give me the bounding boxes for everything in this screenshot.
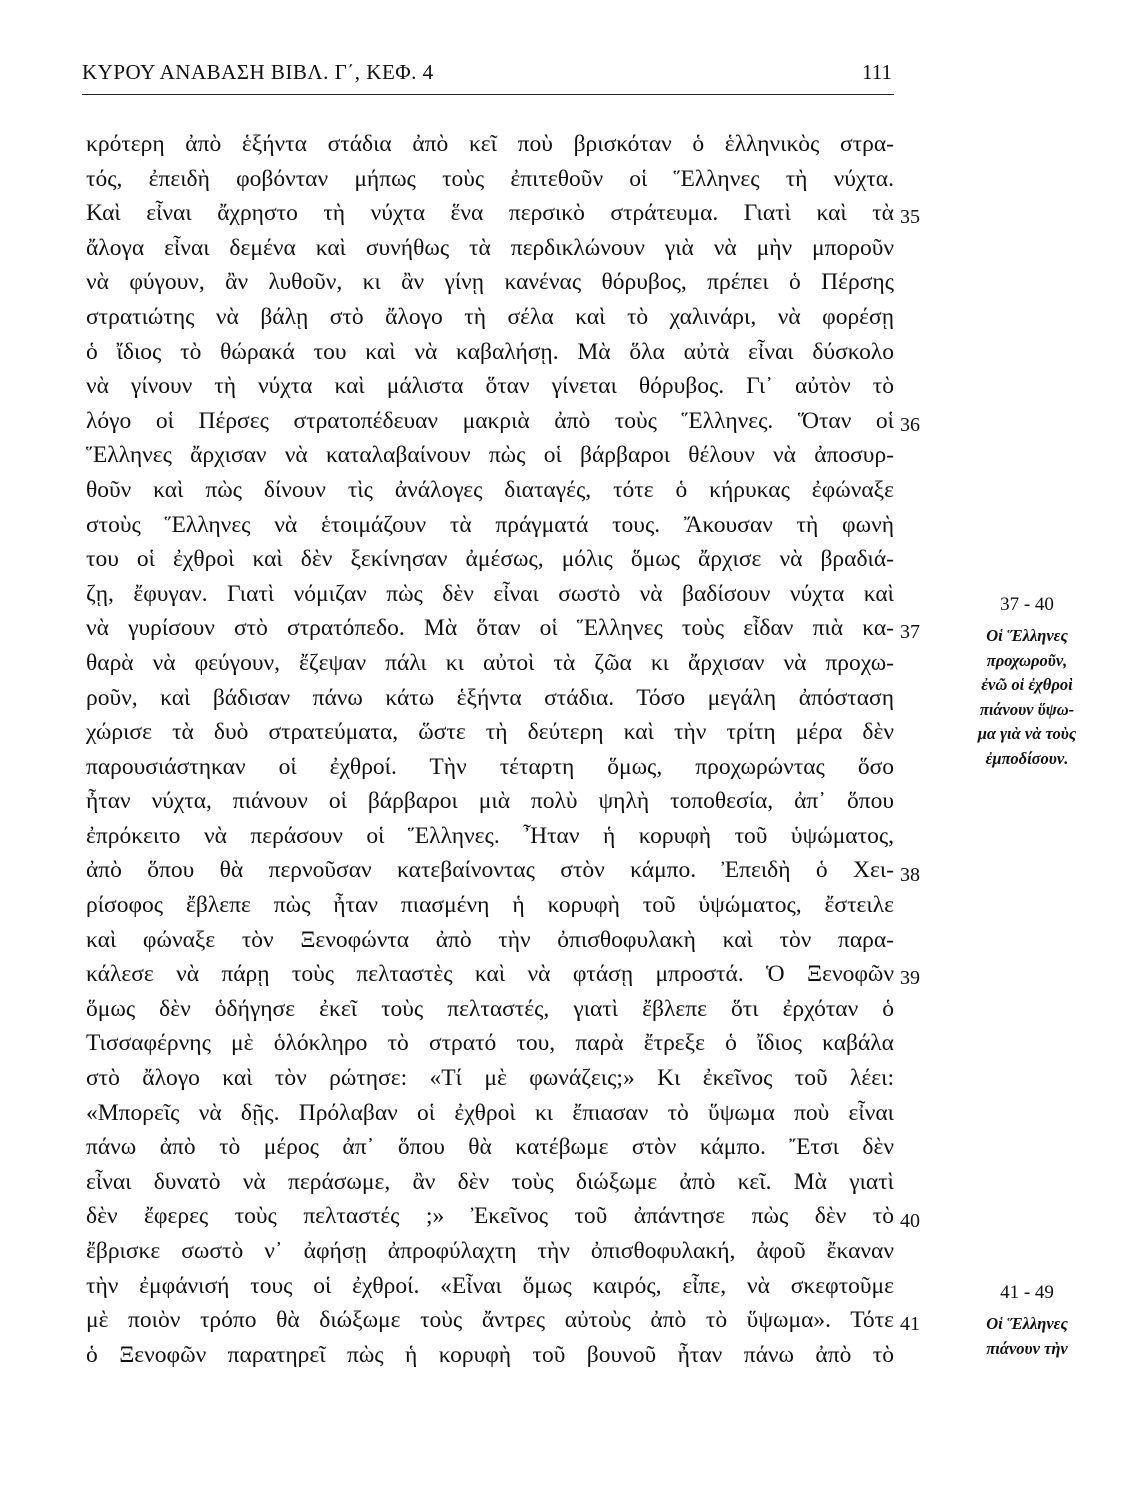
- text-line: νὰ φύγουν, ἂν λυθοῦν, κι ἂν γίνῃ κανένας θόρυβος, πρέπει ὁ Πέρσης: [86, 269, 894, 296]
- text-line: Ἕλληνες ἄρχισαν νὰ καταλαβαίνουν πὼς οἱ βάρβαροι θέλουν νὰ ἀποσυρ-: [86, 442, 894, 469]
- text-line: ὁ ἴδιος τὸ θώρακά του καὶ νὰ καβαλήσῃ. Μὰ ὅλα αὐτὰ εἶναι δύσκολο: [86, 338, 894, 365]
- text-line: του οἱ ἐχθροὶ καὶ δὲν ξεκίνησαν ἀμέσως, μόλις ὅμως ἄρχισε νὰ βραδιά-: [86, 546, 894, 573]
- text-line: μὲ ποιὸν τρόπο θὰ διώξωμε τοὺς ἄντρες αὐτοὺς ἀπὸ τὸ ὕψωμα». Τότε: [86, 1307, 894, 1334]
- text-line: δὲν ἔφερες τοὺς πελταστές ;» Ἐκεῖνος τοῦ ἀπάντησε πὼς δὲν τὸ: [86, 1203, 894, 1230]
- text-line: Καὶ εἶναι ἄχρηστο τὴ νύχτα ἕνα περσικὸ στράτευμα. Γιατὶ καὶ τὰ: [86, 200, 894, 227]
- margin-note-line: πιάνουν τὴν: [986, 1338, 1068, 1358]
- header-rule: [82, 94, 894, 95]
- text-line: χώρισε τὰ δυὸ στρατεύματα, ὥστε τὴ δεύτερη καὶ τὴν τρίτη μέρα δὲν: [86, 719, 894, 746]
- running-header: [82, 60, 892, 94]
- margin-note-line: προχωροῦν,: [986, 650, 1068, 670]
- section-number: 40: [900, 1209, 920, 1232]
- text-line: εἶναι δυνατὸ νὰ περάσωμε, ἂν δὲν τοὺς διώξωμε ἀπὸ κεῖ. Μὰ γιατὶ: [86, 1168, 894, 1195]
- margin-note-range: 37 - 40: [1000, 594, 1054, 615]
- text-line: ροῦν, καὶ βάδισαν πάνω κάτω ἑξήντα στάδια. Τόσο μεγάλη ἀπόσταση: [86, 684, 894, 711]
- text-line: λόγο οἱ Πέρσες στρατοπέδευαν μακριὰ ἀπὸ τοὺς Ἕλληνες. Ὅταν οἱ: [86, 407, 894, 434]
- text-line: στρατιώτης νὰ βάλῃ στὸ ἄλογο τὴ σέλα καὶ τὸ χαλινάρι, νὰ φορέσῃ: [86, 303, 894, 330]
- text-line: Τισσαφέρνης μὲ ὁλόκληρο τὸ στρατό του, παρὰ ἔτρεξε ὁ ἴδιος καβάλα: [86, 1030, 894, 1057]
- text-line: ἀπὸ ὅπου θὰ περνοῦσαν κατεβαίνοντας στὸν κάμπο. Ἐπειδὴ ὁ Χει-: [86, 857, 894, 884]
- text-line: τός, ἐπειδὴ φοβόνταν μήπως τοὺς ἐπιτεθοῦν οἱ Ἕλληνες τὴ νύχτα.: [86, 165, 894, 192]
- text-line: νὰ γυρίσουν στὸ στρατόπεδο. Μὰ ὅταν οἱ Ἕλληνες τοὺς εἶδαν πιὰ κα-: [86, 615, 894, 642]
- text-line: καὶ φώναξε τὸν Ξενοφώντα ἀπὸ τὴν ὀπισθοφυλακὴ καὶ τὸν παρα-: [86, 926, 894, 953]
- body-text: [86, 127, 894, 1372]
- section-number: 36: [900, 413, 920, 436]
- text-line: νὰ γίνουν τὴ νύχτα καὶ μάλιστα ὅταν γίνεται θόρυβος. Γι᾽ αὐτὸν τὸ: [86, 373, 894, 400]
- header-title: ΚΥΡΟΥ ΑΝΑΒΑΣΗ ΒΙΒΛ. Γ΄, ΚΕΦ. 4: [82, 60, 434, 84]
- margin-note-line: μα γιὰ νὰ τοὺς: [977, 724, 1077, 743]
- margin-note-line: πιάνουν ὕψω-: [979, 699, 1075, 719]
- text-line: ζῃ, ἔφυγαν. Γιατὶ νόμιζαν πὼς δὲν εἶναι σωστὸ νὰ βαδίσουν νύχτα καὶ: [86, 580, 894, 607]
- text-line: ἔβρισκε σωστὸ ν᾽ ἀφήσῃ ἀπροφύλαχτη τὴν ὀπισθοφυλακή, ἀφοῦ ἔκαναν: [86, 1238, 894, 1264]
- margin-note-41-49: [952, 1280, 1102, 1361]
- margin-note-line: Οἱ Ἕλληνες: [986, 1314, 1068, 1333]
- margin-note-range: 41 - 49: [1000, 1282, 1054, 1303]
- text-line: ὅμως δὲν ὁδήγησε ἐκεῖ τοὺς πελταστές, γιατὶ ἔβλεπε ὅτι ἐρχόταν ὁ: [86, 995, 894, 1022]
- text-line: θαρὰ νὰ φεύγουν, ἔζεψαν πάλι κι αὐτοὶ τὰ ζῶα κι ἄρχισαν νὰ προχω-: [86, 649, 894, 676]
- margin-note-line: ἐμποδίσουν.: [985, 748, 1069, 768]
- text-line: πάνω ἀπὸ τὸ μέρος ἀπ᾽ ὅπου θὰ κατέβωμε στὸν κάμπο. Ἔτσι δὲν: [86, 1134, 894, 1161]
- section-number: 38: [900, 863, 920, 886]
- text-line: θοῦν καὶ πὼς δίνουν τὶς ἀνάλογες διαταγές, τότε ὁ κήρυκας ἐφώναξε: [86, 476, 894, 503]
- text-line: παρουσιάστηκαν οἱ ἐχθροί. Τὴν τέταρτη ὅμως, προχωρώντας ὅσο: [86, 753, 894, 780]
- text-line: στὸ ἄλογο καὶ τὸν ρώτησε: «Τί μὲ φωνάζεις;» Κι ἐκεῖνος τοῦ λέει:: [86, 1065, 894, 1092]
- text-line: ἐπρόκειτο νὰ περάσουν οἱ Ἕλληνες. Ἦταν ἡ κορυφὴ τοῦ ὑψώματος,: [86, 822, 894, 849]
- text-line: τὴν ἐμφάνισή τους οἱ ἐχθροί. «Εἶναι ὅμως καιρός, εἶπε, νὰ σκεφτοῦμε: [86, 1272, 894, 1299]
- margin-note-37-40: [952, 592, 1102, 771]
- text-line: κάλεσε νὰ πάρῃ τοὺς πελταστὲς καὶ νὰ φτάσῃ μπροστά. Ὁ Ξενοφῶν: [86, 961, 894, 988]
- text-line: ὁ Ξενοφῶν παρατηρεῖ πὼς ἡ κορυφὴ τοῦ βουνοῦ ἦταν πάνω ἀπὸ τὸ: [86, 1341, 894, 1368]
- margin-note-line: Οἱ Ἕλληνες: [986, 626, 1068, 645]
- section-number: 39: [900, 967, 920, 990]
- section-number: 41: [900, 1313, 920, 1336]
- section-number: 35: [900, 206, 920, 229]
- page-number: 111: [862, 60, 892, 84]
- text-line: ἄλογα εἶναι δεμένα καὶ συνήθως τὰ περδικλώνουν γιὰ νὰ μὴν μποροῦν: [86, 234, 894, 261]
- margin-note-line: ἐνῶ οἱ ἐχθροὶ: [981, 675, 1073, 694]
- section-number: 37: [900, 621, 920, 644]
- text-line: ρίσοφος ἔβλεπε πὼς ἦταν πιασμένη ἡ κορυφὴ τοῦ ὑψώματος, ἔστειλε: [86, 892, 894, 919]
- text-line: στοὺς Ἕλληνες νὰ ἑτοιμάζουν τὰ πράγματά τους. Ἄκουσαν τὴ φωνὴ: [86, 511, 894, 538]
- text-line: «Μπορεῖς νὰ δῇς. Πρόλαβαν οἱ ἐχθροὶ κι ἔπιασαν τὸ ὕψωμα ποὺ εἶναι: [86, 1099, 894, 1126]
- text-line: ἦταν νύχτα, πιάνουν οἱ βάρβαροι μιὰ πολὺ ψηλὴ τοποθεσία, ἀπ᾽ ὅπου: [86, 788, 894, 815]
- text-line: κρότερη ἀπὸ ἑξήντα στάδια ἀπὸ κεῖ ποὺ βρισκόταν ὁ ἑλληνικὸς στρα-: [86, 131, 894, 157]
